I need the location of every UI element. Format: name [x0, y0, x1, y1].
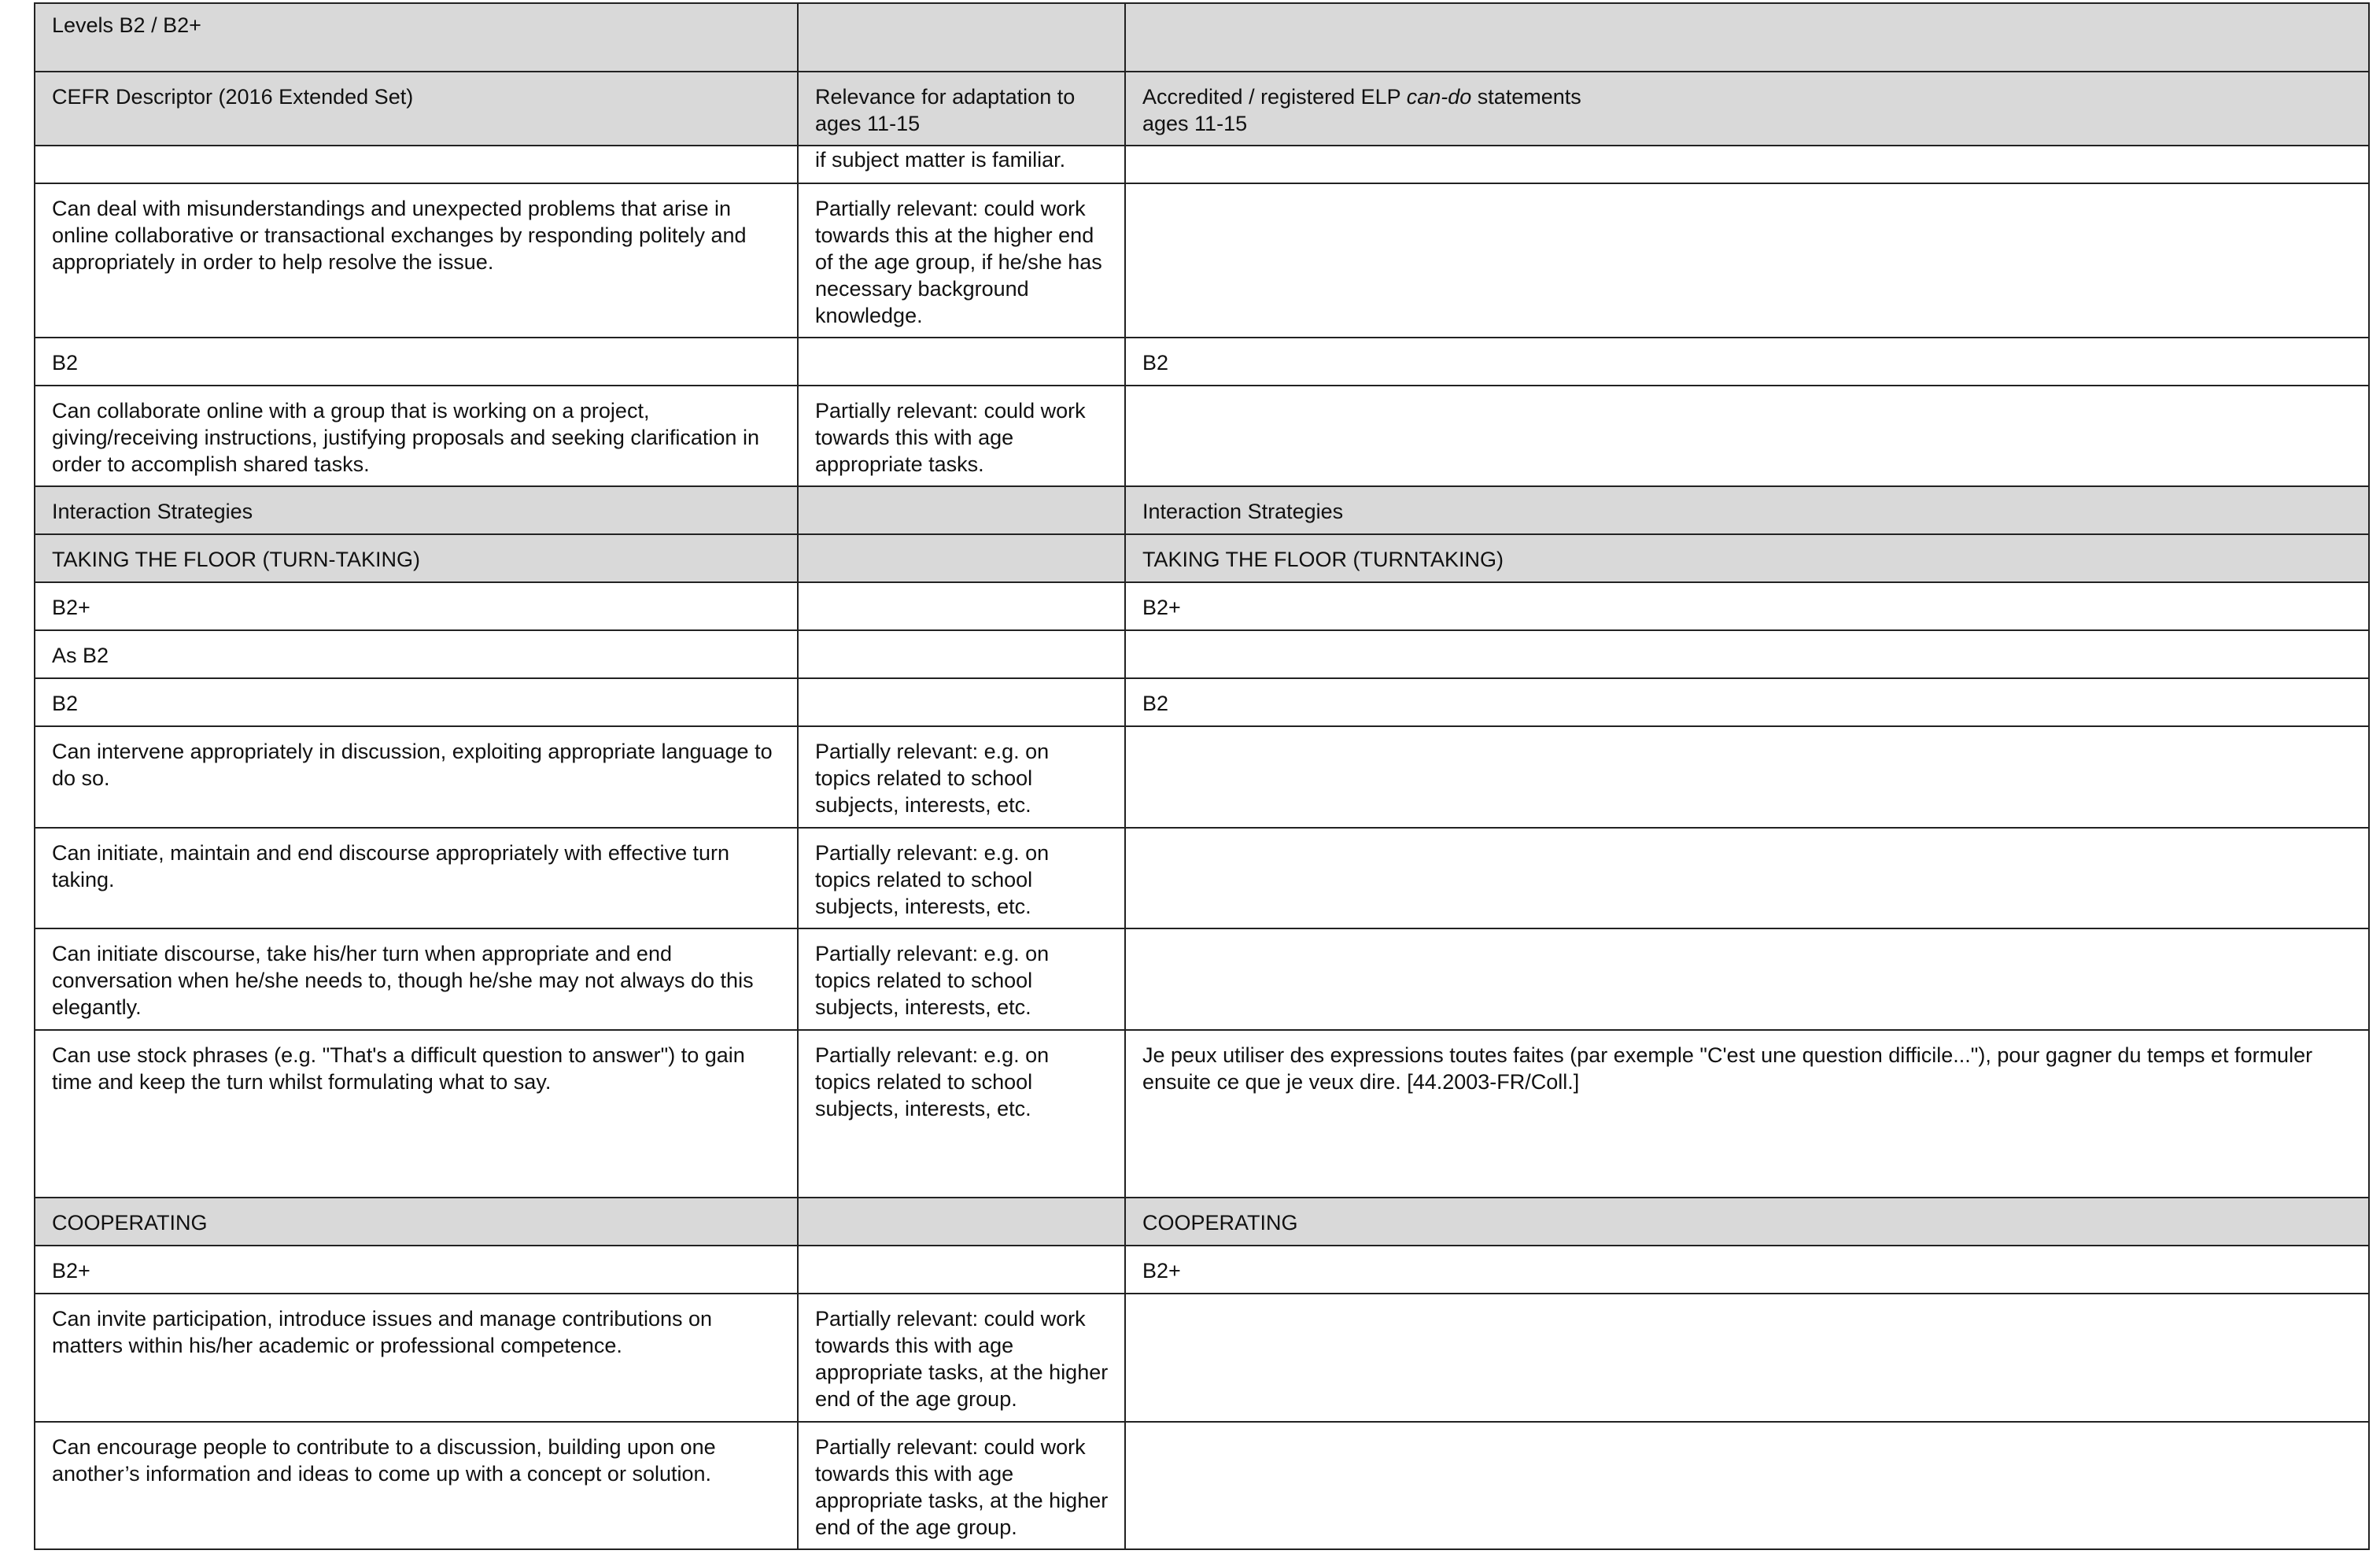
- descriptor-cell: Can use stock phrases (e.g. "That's a difficult question to answer") to gain time and keep the turn whilst formulating what to say.: [35, 1030, 798, 1198]
- elp-statement-cell: B2+: [1125, 582, 2369, 630]
- elp-statement-cell: [1125, 630, 2369, 678]
- relevance-cell: Partially relevant: could work towards this with age appropriate tasks, at the higher end of the age group.: [798, 1294, 1125, 1422]
- relevance-cell: Partially relevant: could work towards this with age appropriate tasks.: [798, 386, 1125, 486]
- title-empty-cell: [1125, 3, 2369, 72]
- table-row: [35, 928, 2369, 1030]
- relevance-cell: [798, 1198, 1125, 1246]
- table-row: [35, 582, 2369, 630]
- elp-statement-cell: COOPERATING: [1125, 1198, 2369, 1246]
- table-row: [35, 1030, 2369, 1198]
- elp-statement-cell: [1125, 386, 2369, 486]
- descriptor-cell: TAKING THE FLOOR (TURN-TAKING): [35, 534, 798, 582]
- table-row: [35, 630, 2369, 678]
- elp-statement-cell: [1125, 928, 2369, 1030]
- table-row: [35, 828, 2369, 928]
- descriptor-cell: B2+: [35, 1246, 798, 1294]
- elp-statement-cell: [1125, 1294, 2369, 1422]
- header-elp-statements: [1125, 72, 2369, 146]
- header-relevance: Relevance for adaptation to ages 11-15: [798, 72, 1125, 146]
- descriptor-cell: [35, 146, 798, 183]
- header-row: [35, 72, 2369, 146]
- descriptor-cell: COOPERATING: [35, 1198, 798, 1246]
- relevance-cell: [798, 678, 1125, 726]
- descriptor-cell: Can deal with misunderstandings and unexpected problems that arise in online collaborative or transactional exchanges by responding politely and appropriately in order to help resolve the issue.: [35, 183, 798, 338]
- relevance-cell: Partially relevant: e.g. on topics related to school subjects, interests, etc.: [798, 726, 1125, 828]
- descriptor-cell: Can collaborate online with a group that is working on a project, giving/receiving instructions, justifying proposals and seeking clarification in order to accomplish shared tasks.: [35, 386, 798, 486]
- header-elp-prefix: Accredited / registered ELP: [1142, 85, 1407, 109]
- elp-statement-cell: TAKING THE FLOOR (TURNTAKING): [1125, 534, 2369, 582]
- relevance-cell: [798, 534, 1125, 582]
- relevance-cell: Partially relevant: e.g. on topics related to school subjects, interests, etc.: [798, 828, 1125, 928]
- descriptor-cell: Can intervene appropriately in discussion, exploiting appropriate language to do so.: [35, 726, 798, 828]
- descriptor-cell: Can initiate, maintain and end discourse appropriately with effective turn taking.: [35, 828, 798, 928]
- header-elp-ages: ages 11-15: [1142, 112, 1248, 135]
- elp-statement-cell: [1125, 183, 2369, 338]
- descriptor-cell: Interaction Strategies: [35, 486, 798, 534]
- elp-statement-cell: [1125, 726, 2369, 828]
- elp-statement-cell: [1125, 1422, 2369, 1549]
- descriptor-cell: Can encourage people to contribute to a discussion, building upon one another’s information and ideas to come up with a concept or solution.: [35, 1422, 798, 1549]
- table-row: [35, 1422, 2369, 1549]
- relevance-cell: if subject matter is familiar.: [798, 146, 1125, 183]
- table-row: [35, 183, 2369, 338]
- relevance-cell: Partially relevant: could work towards this at the higher end of the age group, if he/she has necessary background knowledge.: [798, 183, 1125, 338]
- elp-statement-cell: B2+: [1125, 1246, 2369, 1294]
- relevance-cell: Partially relevant: e.g. on topics related to school subjects, interests, etc.: [798, 1030, 1125, 1198]
- relevance-cell: [798, 582, 1125, 630]
- section-row: [35, 486, 2369, 534]
- descriptor-cell: B2: [35, 338, 798, 386]
- document-page: [34, 2, 2368, 1550]
- header-descriptor: CEFR Descriptor (2016 Extended Set): [35, 72, 798, 146]
- title-row: [35, 3, 2369, 72]
- relevance-cell: Partially relevant: e.g. on topics related to school subjects, interests, etc.: [798, 928, 1125, 1030]
- table-row: [35, 1294, 2369, 1422]
- table-row: [35, 338, 2369, 386]
- relevance-cell: [798, 1246, 1125, 1294]
- descriptor-cell: Can initiate discourse, take his/her turn when appropriate and end conversation when he/she needs to, though he/she may not always do this elegantly.: [35, 928, 798, 1030]
- relevance-cell: Partially relevant: could work towards this with age appropriate tasks, at the higher end of the age group.: [798, 1422, 1125, 1549]
- elp-statement-cell: Interaction Strategies: [1125, 486, 2369, 534]
- table-row: [35, 726, 2369, 828]
- elp-statement-cell: Je peux utiliser des expressions toutes faites (par exemple "C'est une question difficile..."), pour gagner du temps et formuler ensuite ce que je veux dire. [44.2003-FR/Coll.]: [1125, 1030, 2369, 1198]
- header-elp-suffix: statements: [1471, 85, 1581, 109]
- table-row: [35, 1246, 2369, 1294]
- table-row: [35, 678, 2369, 726]
- descriptor-cell: B2: [35, 678, 798, 726]
- table-row: [35, 146, 2369, 183]
- elp-statement-cell: [1125, 828, 2369, 928]
- table-row: [35, 386, 2369, 486]
- title-empty-cell: [798, 3, 1125, 72]
- elp-statement-cell: [1125, 146, 2369, 183]
- section-row: [35, 1198, 2369, 1246]
- cefr-table: [34, 2, 2370, 1550]
- descriptor-cell: Can invite participation, introduce issues and manage contributions on matters within his/her academic or professional competence.: [35, 1294, 798, 1422]
- relevance-cell: [798, 486, 1125, 534]
- elp-statement-cell: B2: [1125, 678, 2369, 726]
- relevance-cell: [798, 630, 1125, 678]
- descriptor-cell: As B2: [35, 630, 798, 678]
- descriptor-cell: B2+: [35, 582, 798, 630]
- header-elp-italic: can-do: [1406, 85, 1472, 109]
- elp-statement-cell: B2: [1125, 338, 2369, 386]
- relevance-cell: [798, 338, 1125, 386]
- section-row: [35, 534, 2369, 582]
- page-title: Levels B2 / B2+: [35, 3, 798, 72]
